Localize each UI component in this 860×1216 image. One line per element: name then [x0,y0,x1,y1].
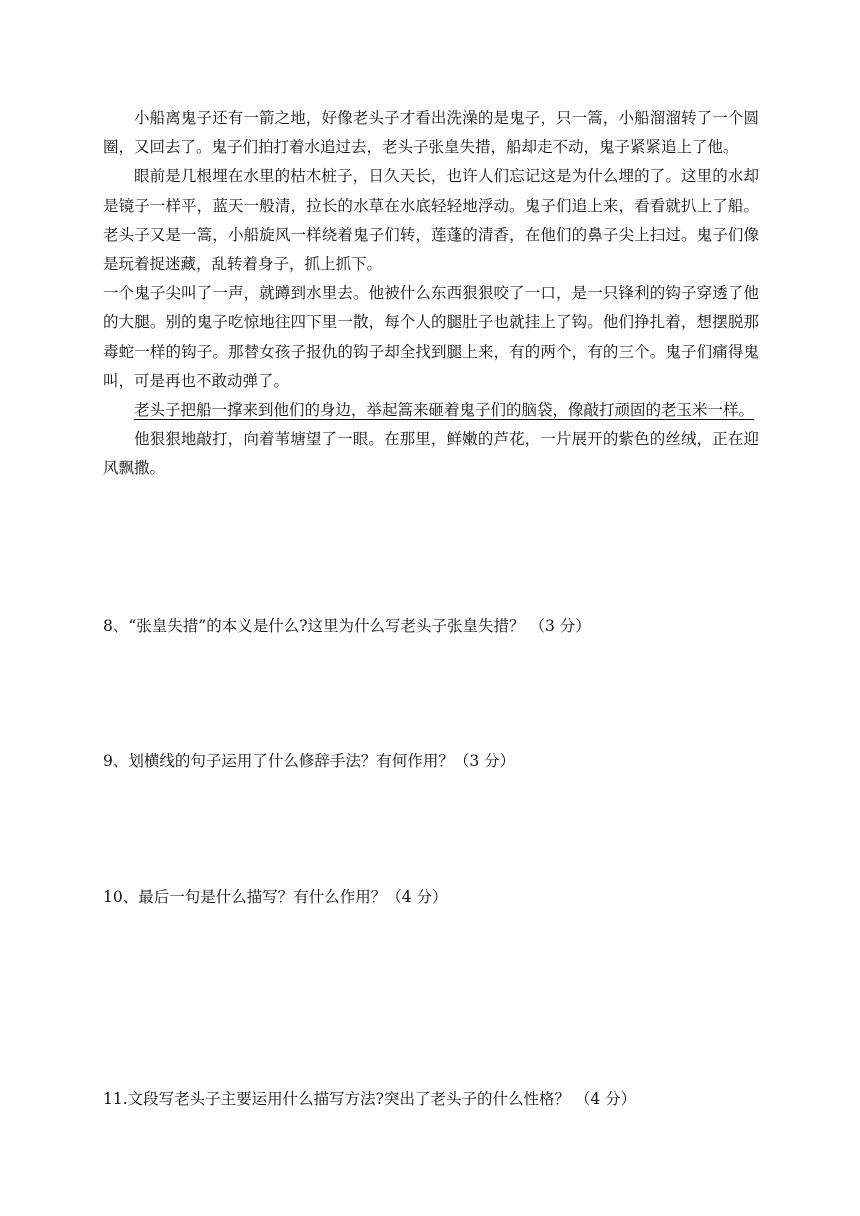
passage-paragraph-3: 一个鬼子尖叫了一声，就蹲到水里去。他被什么东西狠狠咬了一口，是一只锋利的钩子穿透了他的大腿。别的鬼子吃惊地往四下里一散，每个人的腿肚子也就挂上了钩。他们挣扎着，想摆脱那毒蛇一样的钩子。那替女孩子报仇的钩子却全找到腿上来，有的两个，有的三个。鬼子们痛得鬼叫，可是再也不敢动弹了。 [103,284,759,390]
question-10: 10、最后一句是什么描写？有什么作用？（4 分） [103,888,448,906]
question-11: 11.文段写老头子主要运用什么描写方法?突出了老头子的什么性格？ （4 分） [103,1090,637,1108]
question-9: 9、划横线的句子运用了什么修辞手法？有何作用？（3 分） [103,752,516,770]
passage-paragraph-5: 他狠狠地敲打，向着苇塘望了一眼。在那里，鲜嫩的芦花，一片展开的紫色的丝绒，正在迎风飘撒。 [103,430,759,478]
passage-paragraph-1: 小船离鬼子还有一箭之地，好像老头子才看出洗澡的是鬼子，只一篙，小船溜溜转了一个圆圈，又回去了。鬼子们拍打着水追过去，老头子张皇失措，船却走不动，鬼子紧紧追上了他。 [103,109,759,157]
reading-passage [103,104,759,484]
passage-paragraph-2: 眼前是几根埋在水里的枯木桩子，日久天长，也许人们忘记这是为什么埋的了。这里的水却是镜子一样平，蓝天一般清，拉长的水草在水底轻轻地浮动。鬼子们追上来，看看就扒上了船。老头子又是一篙，小船旋风一样绕着鬼子们转，莲蓬的清香，在他们的鼻子尖上扫过。鬼子们像是玩着捉迷藏，乱转着身子，抓上抓下。 [103,167,759,274]
passage-paragraph-4-underlined [103,396,759,425]
question-8: 8、“张皇失措”的本义是什么?这里为什么写老头子张皇失措？ （3 分） [103,617,591,635]
underlined-sentence: 老头子把船一撑来到他们的身边，举起篙来砸着鬼子们的脑袋，像敲打顽固的老玉米一样。 [134,401,755,420]
